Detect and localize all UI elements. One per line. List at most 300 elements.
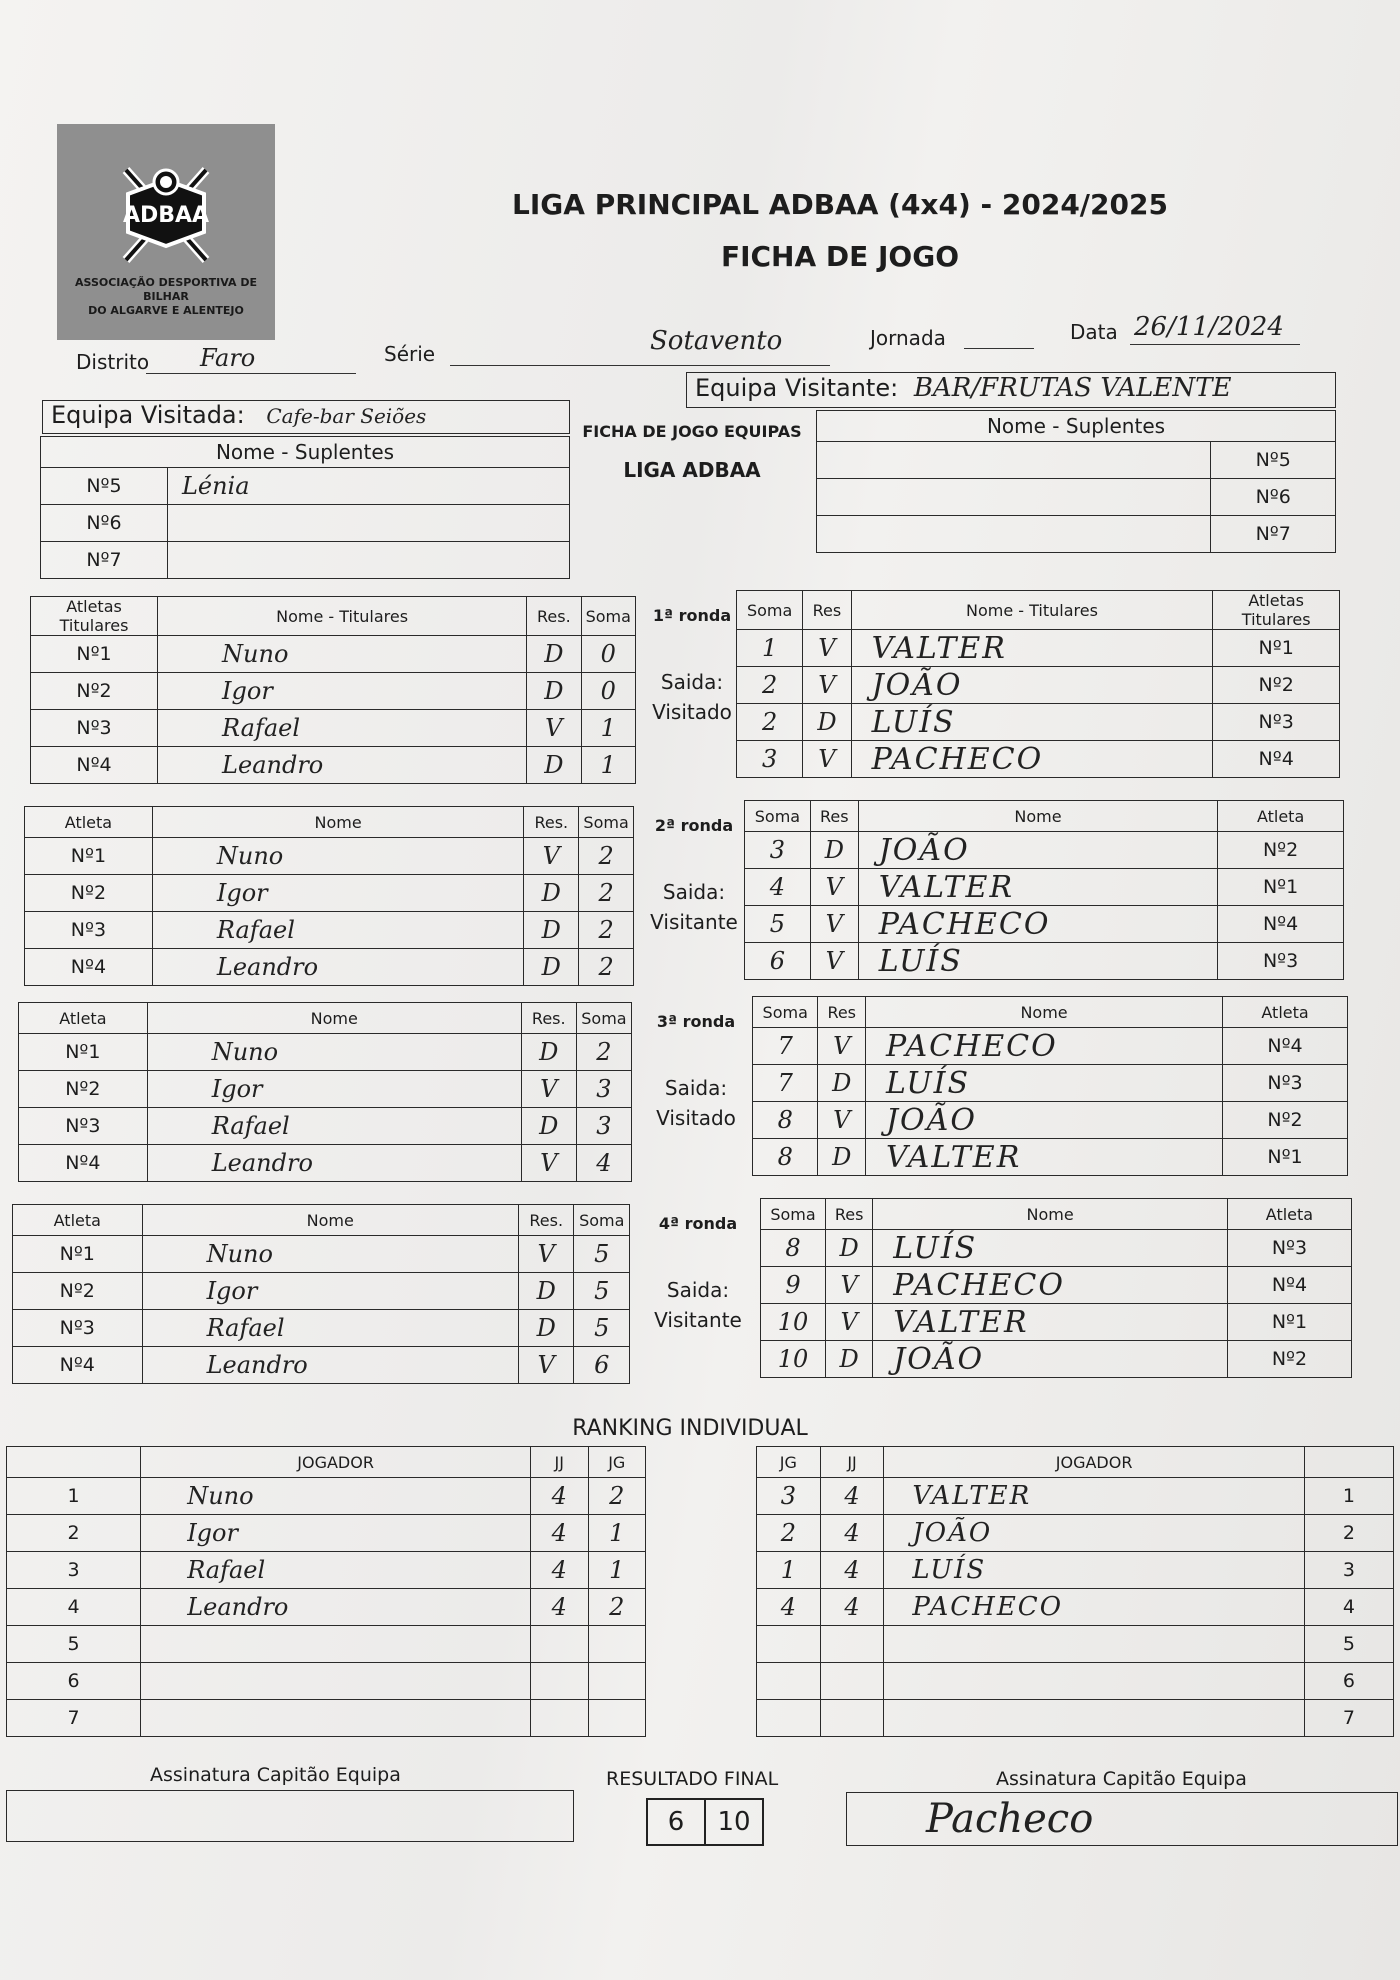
player-number: Nº3	[31, 710, 158, 747]
suplente-number: Nº6	[41, 505, 168, 542]
ranking-row	[7, 1552, 646, 1589]
round-label: 4ª ronda	[658, 1214, 738, 1233]
player-name: LUÍS	[858, 943, 1217, 980]
ranking-row	[7, 1589, 646, 1626]
ranking-jj	[820, 1700, 884, 1737]
result: D	[521, 1034, 576, 1071]
running-sum: 3	[576, 1071, 631, 1108]
suplente-row	[41, 468, 570, 505]
ranking-jg: 1	[588, 1515, 646, 1552]
player-name: Rafael	[142, 1310, 518, 1347]
round-row	[31, 710, 636, 747]
result: D	[527, 747, 581, 784]
player-number: Nº1	[19, 1034, 148, 1071]
result: D	[818, 1139, 866, 1176]
result: D	[826, 1341, 873, 1378]
suplente-name	[167, 505, 569, 542]
round-2-info	[642, 812, 746, 934]
ranking-player-name: Nuno	[141, 1478, 531, 1515]
ranking-player-name	[884, 1663, 1304, 1700]
ranking-row	[7, 1626, 646, 1663]
ranking-player-name	[884, 1700, 1304, 1737]
round-row	[761, 1230, 1352, 1267]
round-row	[19, 1108, 632, 1145]
running-sum: 1	[737, 630, 803, 667]
result: V	[810, 869, 858, 906]
equipa-visitada-name: Cafe-bar Seiões	[266, 404, 427, 428]
ranking-player-name: PACHECO	[884, 1589, 1304, 1626]
col-nome-header: Nome	[873, 1199, 1228, 1230]
col-nome-header: Nome	[147, 1003, 521, 1034]
round-2-visitante-table	[744, 800, 1344, 980]
round-1-info	[640, 602, 744, 724]
league-title: LIGA PRINCIPAL ADBAA (4x4) - 2024/2025	[512, 188, 1168, 221]
running-sum: 2	[737, 704, 803, 741]
ranking-player-name: VALTER	[884, 1478, 1304, 1515]
ranking-jg: 1	[588, 1552, 646, 1589]
ranking-position: 6	[1304, 1663, 1393, 1700]
player-name: LUÍS	[866, 1065, 1223, 1102]
ranking-jj: 4	[531, 1478, 589, 1515]
round-4-visitada-table	[12, 1204, 630, 1384]
result: V	[803, 667, 851, 704]
resultado-label: RESULTADO FINAL	[606, 1768, 779, 1790]
running-sum: 2	[576, 1034, 631, 1071]
result: D	[518, 1310, 574, 1347]
player-number: Nº4	[1218, 906, 1344, 943]
running-sum: 3	[745, 832, 811, 869]
jg-header: JG	[588, 1447, 646, 1478]
running-sum: 5	[745, 906, 811, 943]
serie-label: Série	[384, 342, 436, 366]
center-subheading: LIGA ADBAA	[623, 458, 761, 482]
round-4-visitante-table	[760, 1198, 1352, 1378]
suplente-number: Nº5	[41, 468, 168, 505]
col-nome-header: Nome	[152, 807, 524, 838]
saida-label: Saida:	[664, 1076, 728, 1100]
ranking-jj: 4	[820, 1552, 884, 1589]
player-name: Nuno	[158, 636, 527, 673]
running-sum: 4	[745, 869, 811, 906]
saida-label: Saida:	[662, 880, 726, 904]
round-row	[737, 704, 1340, 741]
player-number: Nº4	[1223, 1028, 1348, 1065]
equipa-visitante-box	[686, 372, 1336, 408]
ranking-jg	[588, 1663, 646, 1700]
ranking-jg: 1	[757, 1552, 821, 1589]
round-row	[761, 1341, 1352, 1378]
adbaa-logo	[57, 124, 275, 340]
round-row	[753, 1065, 1348, 1102]
col-atleta-header: Atletas Titulares	[1213, 591, 1340, 630]
col-res-header: Res	[826, 1199, 873, 1230]
equipa-visitante-label: Equipa Visitante:	[695, 374, 899, 402]
ranking-position: 1	[1304, 1478, 1393, 1515]
suplente-row	[817, 479, 1336, 516]
jg-header: JG	[757, 1447, 821, 1478]
running-sum: 3	[576, 1108, 631, 1145]
col-soma-header: Soma	[753, 997, 818, 1028]
round-4-info	[646, 1210, 750, 1332]
suplente-name	[817, 516, 1211, 553]
ranking-row	[7, 1700, 646, 1737]
center-heading: FICHA DE JOGO EQUIPAS	[582, 422, 802, 441]
suplentes-visitante-table	[816, 410, 1336, 553]
running-sum: 2	[579, 875, 634, 912]
ranking-row	[757, 1663, 1394, 1700]
result: D	[826, 1230, 873, 1267]
ranking-player-name	[884, 1626, 1304, 1663]
running-sum: 0	[581, 673, 635, 710]
col-atleta-header: Atletas Titulares	[31, 597, 158, 636]
ranking-jg: 4	[757, 1589, 821, 1626]
result: V	[826, 1304, 873, 1341]
player-name: Leandro	[158, 747, 527, 784]
col-soma-header: Soma	[576, 1003, 631, 1034]
ranking-row	[757, 1700, 1394, 1737]
ranking-row	[7, 1663, 646, 1700]
player-name: JOÃO	[866, 1102, 1223, 1139]
ranking-jg: 2	[757, 1515, 821, 1552]
round-1-visitante-table	[736, 590, 1340, 778]
player-number: Nº2	[25, 875, 153, 912]
ranking-jj	[531, 1700, 589, 1737]
player-name: LUÍS	[851, 704, 1213, 741]
ranking-row	[7, 1478, 646, 1515]
round-row	[753, 1028, 1348, 1065]
equipa-visitada-label: Equipa Visitada:	[51, 401, 245, 429]
player-number: Nº2	[1223, 1102, 1348, 1139]
round-row	[753, 1139, 1348, 1176]
running-sum: 2	[737, 667, 803, 704]
ranking-jg	[588, 1700, 646, 1737]
running-sum: 4	[576, 1145, 631, 1182]
player-name: Igor	[142, 1273, 518, 1310]
player-number: Nº1	[1227, 1304, 1351, 1341]
result: V	[803, 741, 851, 778]
ranking-row	[7, 1515, 646, 1552]
ranking-row	[757, 1589, 1394, 1626]
signature-left-label: Assinatura Capitão Equipa	[150, 1764, 401, 1786]
col-soma-header: Soma	[579, 807, 634, 838]
ranking-jj	[820, 1663, 884, 1700]
player-number: Nº2	[19, 1071, 148, 1108]
ranking-player-name: Igor	[141, 1515, 531, 1552]
player-number: Nº4	[1213, 741, 1340, 778]
col-res-header: Res	[803, 591, 851, 630]
player-number: Nº1	[1213, 630, 1340, 667]
col-nome-header: Nome - Titulares	[158, 597, 527, 636]
score-home: 6	[646, 1798, 706, 1846]
running-sum: 10	[761, 1341, 826, 1378]
ranking-position: 3	[1304, 1552, 1393, 1589]
suplente-number: Nº7	[1211, 516, 1336, 553]
jornada-label: Jornada	[870, 326, 946, 350]
ranking-position: 3	[7, 1552, 141, 1589]
equipa-visitante-name: BAR/FRUTAS VALENTE	[913, 373, 1232, 403]
round-row	[25, 838, 634, 875]
round-row	[737, 741, 1340, 778]
signature-right: Pacheco	[926, 1796, 1094, 1842]
result: D	[527, 673, 581, 710]
ranking-position: 2	[7, 1515, 141, 1552]
ranking-jg: 3	[757, 1478, 821, 1515]
saida-team: Visitado	[652, 700, 732, 724]
player-name: JOÃO	[873, 1341, 1228, 1378]
result: V	[521, 1145, 576, 1182]
col-soma-header: Soma	[574, 1205, 630, 1236]
round-row	[753, 1102, 1348, 1139]
player-name: Rafael	[158, 710, 527, 747]
jj-header: JJ	[820, 1447, 884, 1478]
player-number: Nº1	[1218, 869, 1344, 906]
ranking-jj: 4	[531, 1515, 589, 1552]
round-row	[31, 636, 636, 673]
player-number: Nº4	[19, 1145, 148, 1182]
ranking-position: 5	[1304, 1626, 1393, 1663]
player-name: VALTER	[851, 630, 1213, 667]
col-atleta-header: Atleta	[19, 1003, 148, 1034]
player-name: VALTER	[873, 1304, 1228, 1341]
running-sum: 2	[579, 949, 634, 986]
player-number: Nº2	[1227, 1341, 1351, 1378]
player-number: Nº3	[1223, 1065, 1348, 1102]
running-sum: 5	[574, 1273, 630, 1310]
suplente-name	[817, 442, 1211, 479]
result: D	[524, 875, 579, 912]
ranking-row	[757, 1478, 1394, 1515]
ranking-player-name	[141, 1663, 531, 1700]
ranking-jg: 2	[588, 1589, 646, 1626]
result: V	[810, 906, 858, 943]
col-atleta-header: Atleta	[13, 1205, 143, 1236]
running-sum: 8	[753, 1139, 818, 1176]
player-number: Nº2	[31, 673, 158, 710]
round-row	[31, 747, 636, 784]
equipa-visitada-box	[42, 400, 570, 434]
ranking-title: RANKING INDIVIDUAL	[572, 1416, 808, 1441]
saida-team: Visitante	[650, 910, 738, 934]
ranking-position: 2	[1304, 1515, 1393, 1552]
player-name: Nuno	[142, 1236, 518, 1273]
col-atleta-header: Atleta	[25, 807, 153, 838]
round-row	[13, 1236, 630, 1273]
result: D	[810, 832, 858, 869]
saida-team: Visitante	[654, 1308, 742, 1332]
result: V	[521, 1071, 576, 1108]
suplente-row	[41, 505, 570, 542]
suplentes-header: Nome - Suplentes	[41, 437, 570, 468]
score-away: 10	[704, 1798, 764, 1846]
ranking-player-name	[141, 1700, 531, 1737]
player-number: Nº3	[1218, 943, 1344, 980]
player-name: Nuno	[152, 838, 524, 875]
saida-label: Saida:	[660, 670, 724, 694]
round-row	[19, 1071, 632, 1108]
round-row	[745, 906, 1344, 943]
result: D	[803, 704, 851, 741]
position-header	[1304, 1447, 1393, 1478]
player-number: Nº1	[13, 1236, 143, 1273]
suplente-number: Nº7	[41, 542, 168, 579]
round-row	[25, 912, 634, 949]
round-1-visitada-table	[30, 596, 636, 784]
player-name: JOÃO	[851, 667, 1213, 704]
running-sum: 0	[581, 636, 635, 673]
signature-right-label: Assinatura Capitão Equipa	[996, 1768, 1247, 1790]
result: V	[518, 1236, 574, 1273]
jj-header: JJ	[531, 1447, 589, 1478]
col-res-header: Res.	[521, 1003, 576, 1034]
suplente-number: Nº6	[1211, 479, 1336, 516]
suplente-row	[817, 516, 1336, 553]
round-row	[761, 1304, 1352, 1341]
round-3-info	[644, 1008, 748, 1130]
round-3-visitada-table	[18, 1002, 632, 1182]
position-header	[7, 1447, 141, 1478]
running-sum: 1	[581, 747, 635, 784]
round-row	[25, 949, 634, 986]
saida-label: Saida:	[666, 1278, 730, 1302]
player-name: Leandro	[147, 1145, 521, 1182]
logo-caption: ASSOCIAÇÃO DESPORTIVA DE BILHAR DO ALGARVE E ALENTEJO	[75, 276, 257, 317]
result: V	[810, 943, 858, 980]
col-soma-header: Soma	[581, 597, 635, 636]
jogador-header: JOGADOR	[884, 1447, 1304, 1478]
running-sum: 9	[761, 1267, 826, 1304]
svg-text:ADBAA: ADBAA	[122, 203, 210, 228]
player-number: Nº2	[1218, 832, 1344, 869]
saida-team: Visitado	[656, 1106, 736, 1130]
round-row	[13, 1310, 630, 1347]
round-row	[737, 630, 1340, 667]
running-sum: 10	[761, 1304, 826, 1341]
col-nome-header: Nome	[142, 1205, 518, 1236]
running-sum: 6	[745, 943, 811, 980]
round-label: 2ª ronda	[654, 816, 734, 835]
ranking-jg	[757, 1663, 821, 1700]
player-name: VALTER	[866, 1139, 1223, 1176]
player-name: Igor	[158, 673, 527, 710]
player-name: JOÃO	[858, 832, 1217, 869]
player-number: Nº3	[1213, 704, 1340, 741]
round-label: 3ª ronda	[656, 1012, 736, 1031]
ranking-position: 1	[7, 1478, 141, 1515]
player-name: Leandro	[152, 949, 524, 986]
player-name: PACHECO	[873, 1267, 1228, 1304]
ranking-jg	[588, 1626, 646, 1663]
col-res-header: Res.	[518, 1205, 574, 1236]
col-res-header: Res	[818, 997, 866, 1028]
player-name: VALTER	[858, 869, 1217, 906]
result: D	[524, 912, 579, 949]
round-row	[761, 1267, 1352, 1304]
data-value: 26/11/2024	[1134, 312, 1284, 342]
ranking-jj	[820, 1626, 884, 1663]
running-sum: 2	[579, 838, 634, 875]
ranking-position: 7	[7, 1700, 141, 1737]
running-sum: 6	[574, 1347, 630, 1384]
ranking-jj	[531, 1626, 589, 1663]
round-2-visitada-table	[24, 806, 634, 986]
result: V	[527, 710, 581, 747]
data-label: Data	[1070, 320, 1118, 344]
ranking-position: 4	[1304, 1589, 1393, 1626]
col-nome-header: Nome - Titulares	[851, 591, 1213, 630]
ranking-position: 5	[7, 1626, 141, 1663]
ranking-jg: 2	[588, 1478, 646, 1515]
running-sum: 7	[753, 1028, 818, 1065]
ranking-position: 6	[7, 1663, 141, 1700]
col-soma-header: Soma	[761, 1199, 826, 1230]
ranking-row	[757, 1515, 1394, 1552]
round-row	[745, 943, 1344, 980]
player-number: Nº3	[19, 1108, 148, 1145]
player-name: Igor	[147, 1071, 521, 1108]
player-name: Leandro	[142, 1347, 518, 1384]
player-number: Nº4	[25, 949, 153, 986]
suplente-row	[817, 442, 1336, 479]
serie-value: Sotavento	[650, 326, 783, 356]
running-sum: 8	[761, 1230, 826, 1267]
running-sum: 2	[579, 912, 634, 949]
player-name: LUÍS	[873, 1230, 1228, 1267]
player-name: PACHECO	[851, 741, 1213, 778]
player-number: Nº4	[31, 747, 158, 784]
distrito-value: Faro	[200, 344, 256, 372]
ranking-jj: 4	[531, 1589, 589, 1626]
ranking-visitante-table	[756, 1446, 1394, 1737]
distrito-label: Distrito	[76, 350, 150, 374]
round-row	[31, 673, 636, 710]
ranking-row	[757, 1552, 1394, 1589]
player-name: Rafael	[147, 1108, 521, 1145]
round-row	[13, 1273, 630, 1310]
sheet-title: FICHA DE JOGO	[720, 240, 960, 273]
billiard-ball-logo-icon	[106, 160, 226, 270]
round-row	[25, 875, 634, 912]
player-name: PACHECO	[866, 1028, 1223, 1065]
round-row	[13, 1347, 630, 1384]
ranking-position: 7	[1304, 1700, 1393, 1737]
ranking-jj: 4	[820, 1478, 884, 1515]
suplente-name	[167, 542, 569, 579]
result: D	[524, 949, 579, 986]
player-name: Rafael	[152, 912, 524, 949]
col-res-header: Res.	[524, 807, 579, 838]
suplente-name: Lénia	[167, 468, 569, 505]
round-row	[19, 1034, 632, 1071]
running-sum: 3	[737, 741, 803, 778]
result: D	[818, 1065, 866, 1102]
col-res-header: Res	[810, 801, 858, 832]
player-number: Nº2	[1213, 667, 1340, 704]
result: D	[527, 636, 581, 673]
result: V	[818, 1102, 866, 1139]
player-name: Igor	[152, 875, 524, 912]
running-sum: 5	[574, 1236, 630, 1273]
suplentes-visitada-table	[40, 436, 570, 579]
suplente-row	[41, 542, 570, 579]
ranking-position: 4	[7, 1589, 141, 1626]
result: D	[521, 1108, 576, 1145]
player-name: Nuno	[147, 1034, 521, 1071]
ranking-jj: 4	[820, 1515, 884, 1552]
running-sum: 1	[581, 710, 635, 747]
result: V	[826, 1267, 873, 1304]
result: V	[818, 1028, 866, 1065]
ranking-jj: 4	[820, 1589, 884, 1626]
